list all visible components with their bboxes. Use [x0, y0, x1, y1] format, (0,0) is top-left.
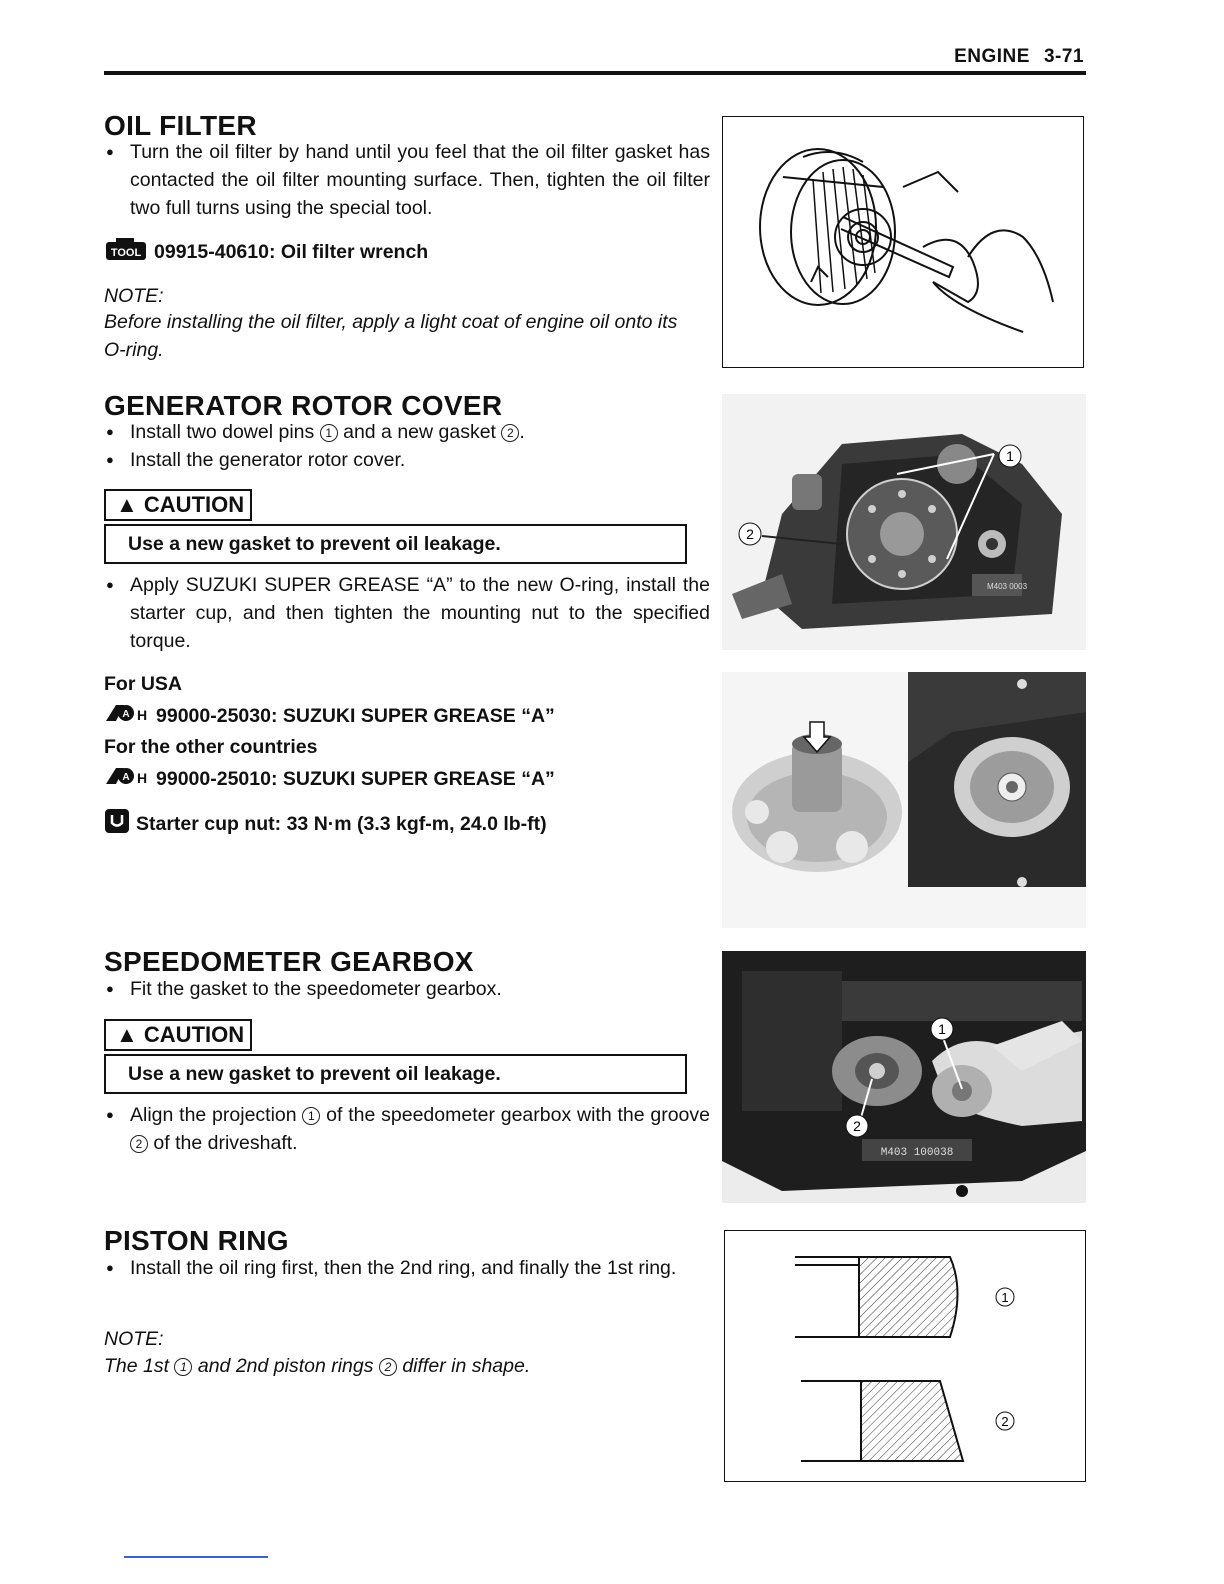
piston-note-label: NOTE:	[104, 1328, 164, 1350]
torque-line	[104, 808, 547, 842]
warning-icon: ▲	[116, 1022, 138, 1047]
speedometer-bullet-2c: of the driveshaft.	[148, 1132, 298, 1154]
grease-icon	[104, 701, 150, 733]
svg-text:1: 1	[938, 1021, 946, 1037]
tool-icon	[104, 236, 148, 270]
speedometer-bullet-2	[106, 1101, 710, 1157]
generator-bullet-1b: and a new gasket	[337, 421, 502, 443]
svg-text:2: 2	[1001, 1414, 1009, 1429]
piston-note-text	[104, 1352, 530, 1380]
callout-1: 1	[302, 1107, 320, 1125]
usa-label: For USA	[104, 673, 182, 695]
svg-text:A: A	[122, 772, 130, 783]
svg-text:M403 100038: M403 100038	[880, 1147, 954, 1159]
caution-label-2: CAUTION	[143, 1022, 245, 1047]
oil-filter-note-label: NOTE:	[104, 285, 164, 307]
generator-cover-photo	[722, 394, 1086, 650]
callout-2: 2	[379, 1358, 397, 1376]
caution-tag-1	[104, 489, 252, 521]
other-countries-label: For the other countries	[104, 736, 318, 758]
oil-filter-title: OIL FILTER	[104, 110, 257, 141]
speedometer-bullet-2b: of the speedometer gearbox with the groove	[320, 1104, 710, 1126]
generator-title: GENERATOR ROTOR COVER	[104, 390, 503, 421]
svg-text:2: 2	[746, 526, 754, 542]
speedometer-title: SPEEDOMETER GEARBOX	[104, 946, 474, 977]
svg-text:1: 1	[1001, 1290, 1009, 1305]
section-name: ENGINE	[954, 46, 1030, 67]
tool-text: 09915-40610: Oil filter wrench	[154, 241, 429, 264]
warning-icon: ▲	[116, 492, 138, 517]
generator-bullet-2: ● Install the generator rotor cover.	[106, 446, 710, 474]
piston-title: PISTON RING	[104, 1225, 289, 1256]
caution-box-2: Use a new gasket to prevent oil leakage.	[104, 1054, 687, 1094]
svg-text:H: H	[136, 707, 148, 723]
generator-bullet-1a: Install two dowel pins	[130, 421, 320, 443]
caution-box-1: Use a new gasket to prevent oil leakage.	[104, 524, 687, 564]
starter-cup-photo	[722, 672, 1086, 928]
svg-text:2: 2	[853, 1118, 861, 1134]
torque-icon	[104, 808, 130, 842]
callout-1: 1	[320, 424, 338, 442]
grease-other-text: 99000-25010: SUZUKI SUPER GREASE “A”	[156, 768, 555, 791]
svg-text:M403 0003: M403 0003	[986, 582, 1028, 591]
speedometer-gearbox-photo	[722, 951, 1086, 1203]
piston-note-b: and 2nd piston rings	[192, 1355, 379, 1377]
grease-other-line	[104, 764, 555, 796]
generator-bullet-1	[106, 418, 710, 446]
tool-line	[104, 236, 428, 270]
piston-note-c: differ in shape.	[396, 1355, 531, 1377]
page-header	[940, 46, 1084, 68]
generator-bullet-3: ● Apply SUZUKI SUPER GREASE “A” to the new O-ring, install the starter cup, and then tighten the mounting nut to the specified torque.	[106, 571, 710, 655]
caution-tag-2	[104, 1019, 252, 1051]
footer-line	[124, 1556, 268, 1558]
generator-bullet-1c: .	[519, 421, 525, 443]
piston-bullet-1: ● Install the oil ring first, then the 2nd ring, and finally the 1st ring.	[106, 1254, 710, 1282]
oil-filter-note-text: Before installing the oil filter, apply a light coat of engine oil onto its O-ring.	[104, 311, 678, 361]
page-number: 3-71	[1043, 46, 1084, 67]
speedometer-bullet-1: ● Fit the gasket to the speedometer gearbox.	[106, 975, 710, 1003]
oil-filter-bullet: ● Turn the oil filter by hand until you feel that the oil filter gasket has contacted the oil filter mounting surface. Then, tighten the oil filter two full turns using the special tool.	[106, 138, 710, 222]
caution-label-1: CAUTION	[143, 492, 245, 517]
grease-usa-text: 99000-25030: SUZUKI SUPER GREASE “A”	[156, 705, 555, 728]
oil-filter-figure	[722, 116, 1084, 368]
callout-2: 2	[130, 1135, 148, 1153]
torque-text: Starter cup nut: 33 N·m (3.3 kgf-m, 24.0 lb-ft)	[136, 813, 547, 836]
piston-note-a: The 1st	[104, 1355, 175, 1377]
svg-text:A: A	[122, 709, 130, 720]
callout-2: 2	[501, 424, 519, 442]
svg-text:1: 1	[1006, 448, 1014, 464]
svg-text:H: H	[136, 770, 148, 786]
svg-text:TOOL: TOOL	[110, 247, 142, 259]
piston-ring-figure	[724, 1230, 1086, 1482]
callout-1: 1	[174, 1358, 192, 1376]
speedometer-bullet-2a: Align the projection	[130, 1104, 303, 1126]
header-rule	[104, 71, 1086, 75]
grease-icon	[104, 764, 150, 796]
grease-usa-line	[104, 701, 555, 733]
